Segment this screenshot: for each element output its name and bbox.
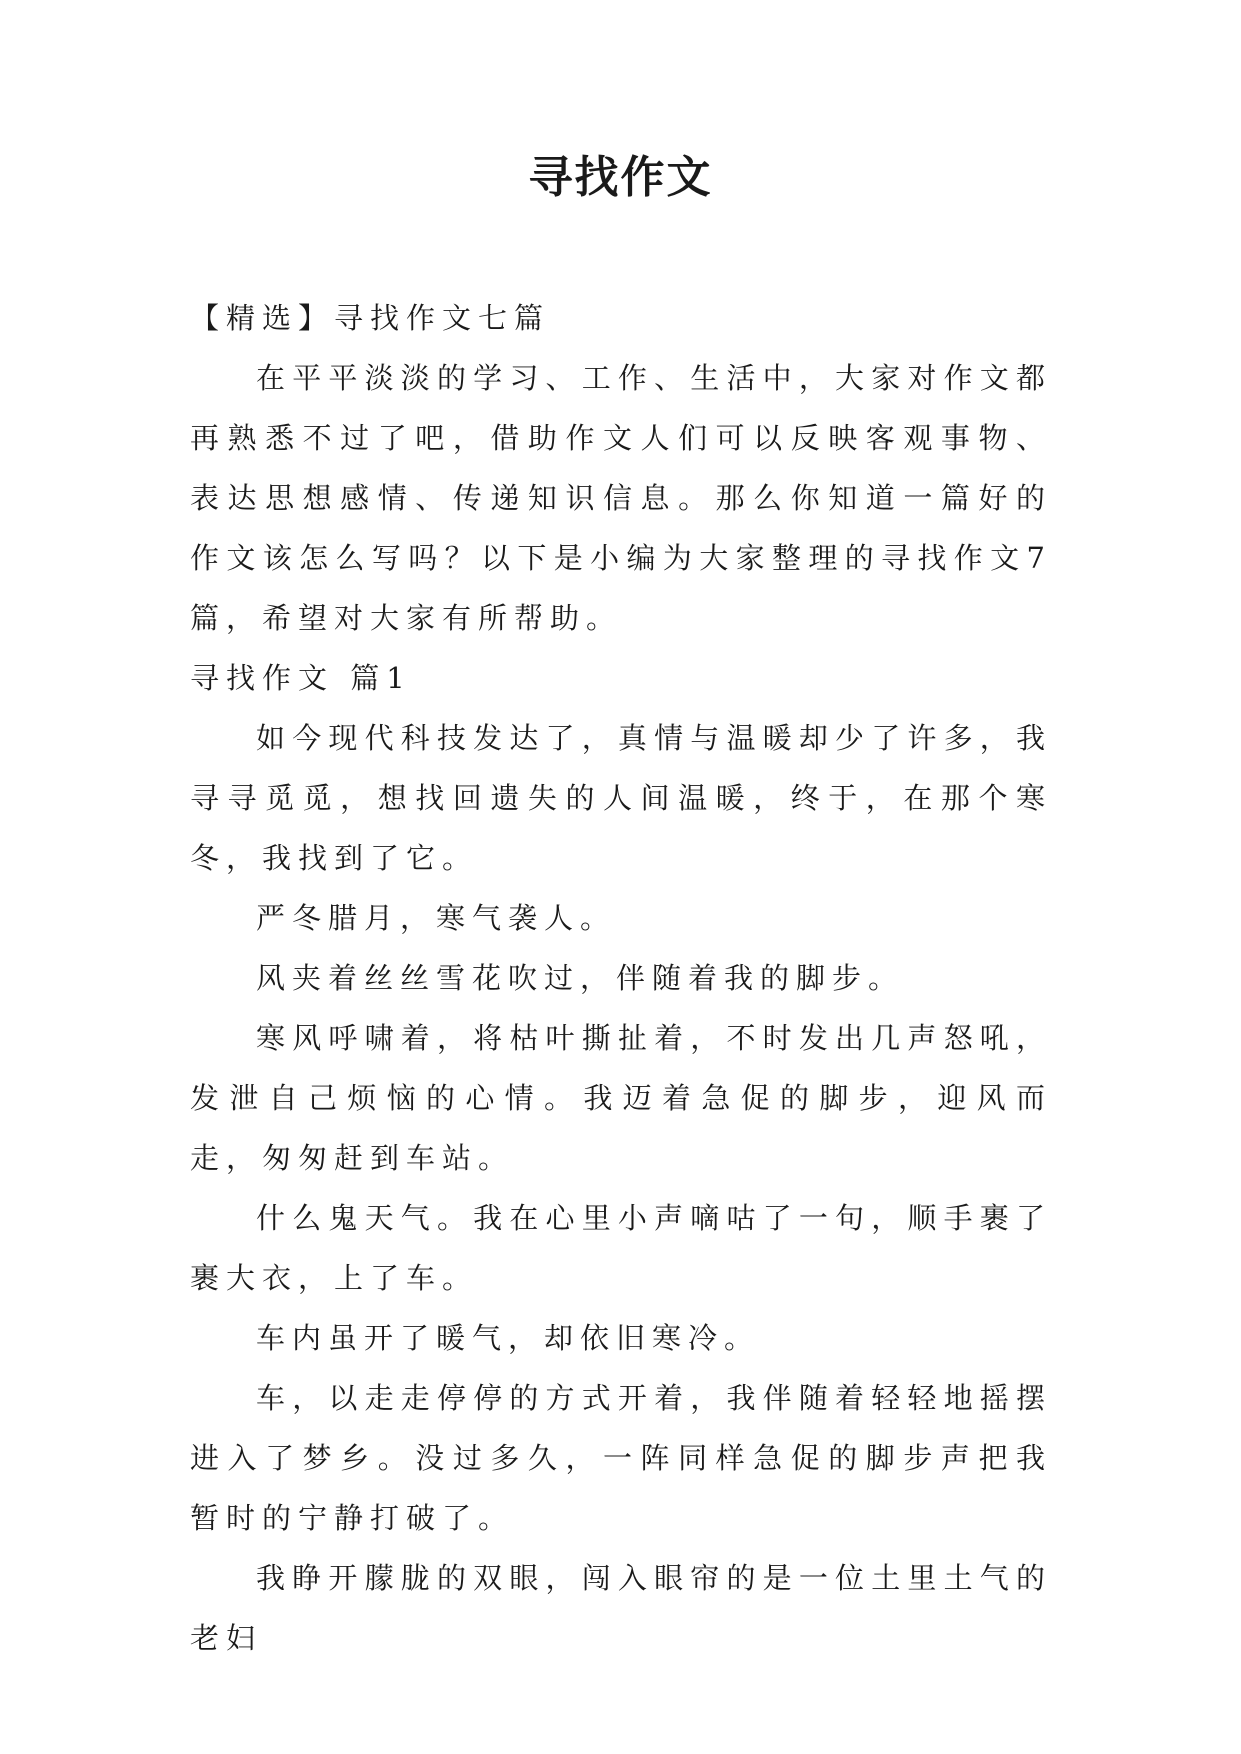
body-paragraph: 什么鬼天气。我在心里小声嘀咕了一句，顺手裹了裹大衣，上了车。 xyxy=(190,1201,1052,1295)
body-paragraph: 车内虽开了暖气，却依旧寒冷。 xyxy=(256,1321,761,1355)
body-paragraph: 风夹着丝丝雪花吹过，伴随着我的脚步。 xyxy=(256,961,905,995)
document-title: 寻找作文 xyxy=(528,152,713,203)
document-subtitle: 【精选】寻找作文七篇 xyxy=(190,301,551,335)
body-paragraph: 车，以走走停停的方式开着，我伴随着轻轻地摇摆进入了梦乡。没过多久，一阵同样急促的脚步声把我暂时的宁静打破了。 xyxy=(190,1381,1052,1535)
body-paragraph: 我睁开朦胧的双眼，闯入眼帘的是一位土里土气的老妇 xyxy=(190,1561,1052,1655)
body-paragraph: 严冬腊月，寒气袭人。 xyxy=(256,901,617,935)
section-heading: 寻找作文 篇1 xyxy=(190,661,412,695)
intro-paragraph: 在平平淡淡的学习、工作、生活中，大家对作文都再熟悉不过了吧，借助作文人们可以反映客观事物、表达思想感情、传递知识信息。那么你知道一篇好的作文该怎么写吗？以下是小编为大家整理的寻找作文7篇，希望对大家有所帮助。 xyxy=(190,361,1052,635)
document-body xyxy=(190,288,1052,1668)
body-paragraph: 如今现代科技发达了，真情与温暖却少了许多，我寻寻觅觅，想找回遗失的人间温暖，终于，在那个寒冬，我找到了它。 xyxy=(190,721,1052,875)
body-paragraph: 寒风呼啸着，将枯叶撕扯着，不时发出几声怒吼，发泄自己烦恼的心情。我迈着急促的脚步，迎风而走，匆匆赶到车站。 xyxy=(190,1021,1052,1175)
